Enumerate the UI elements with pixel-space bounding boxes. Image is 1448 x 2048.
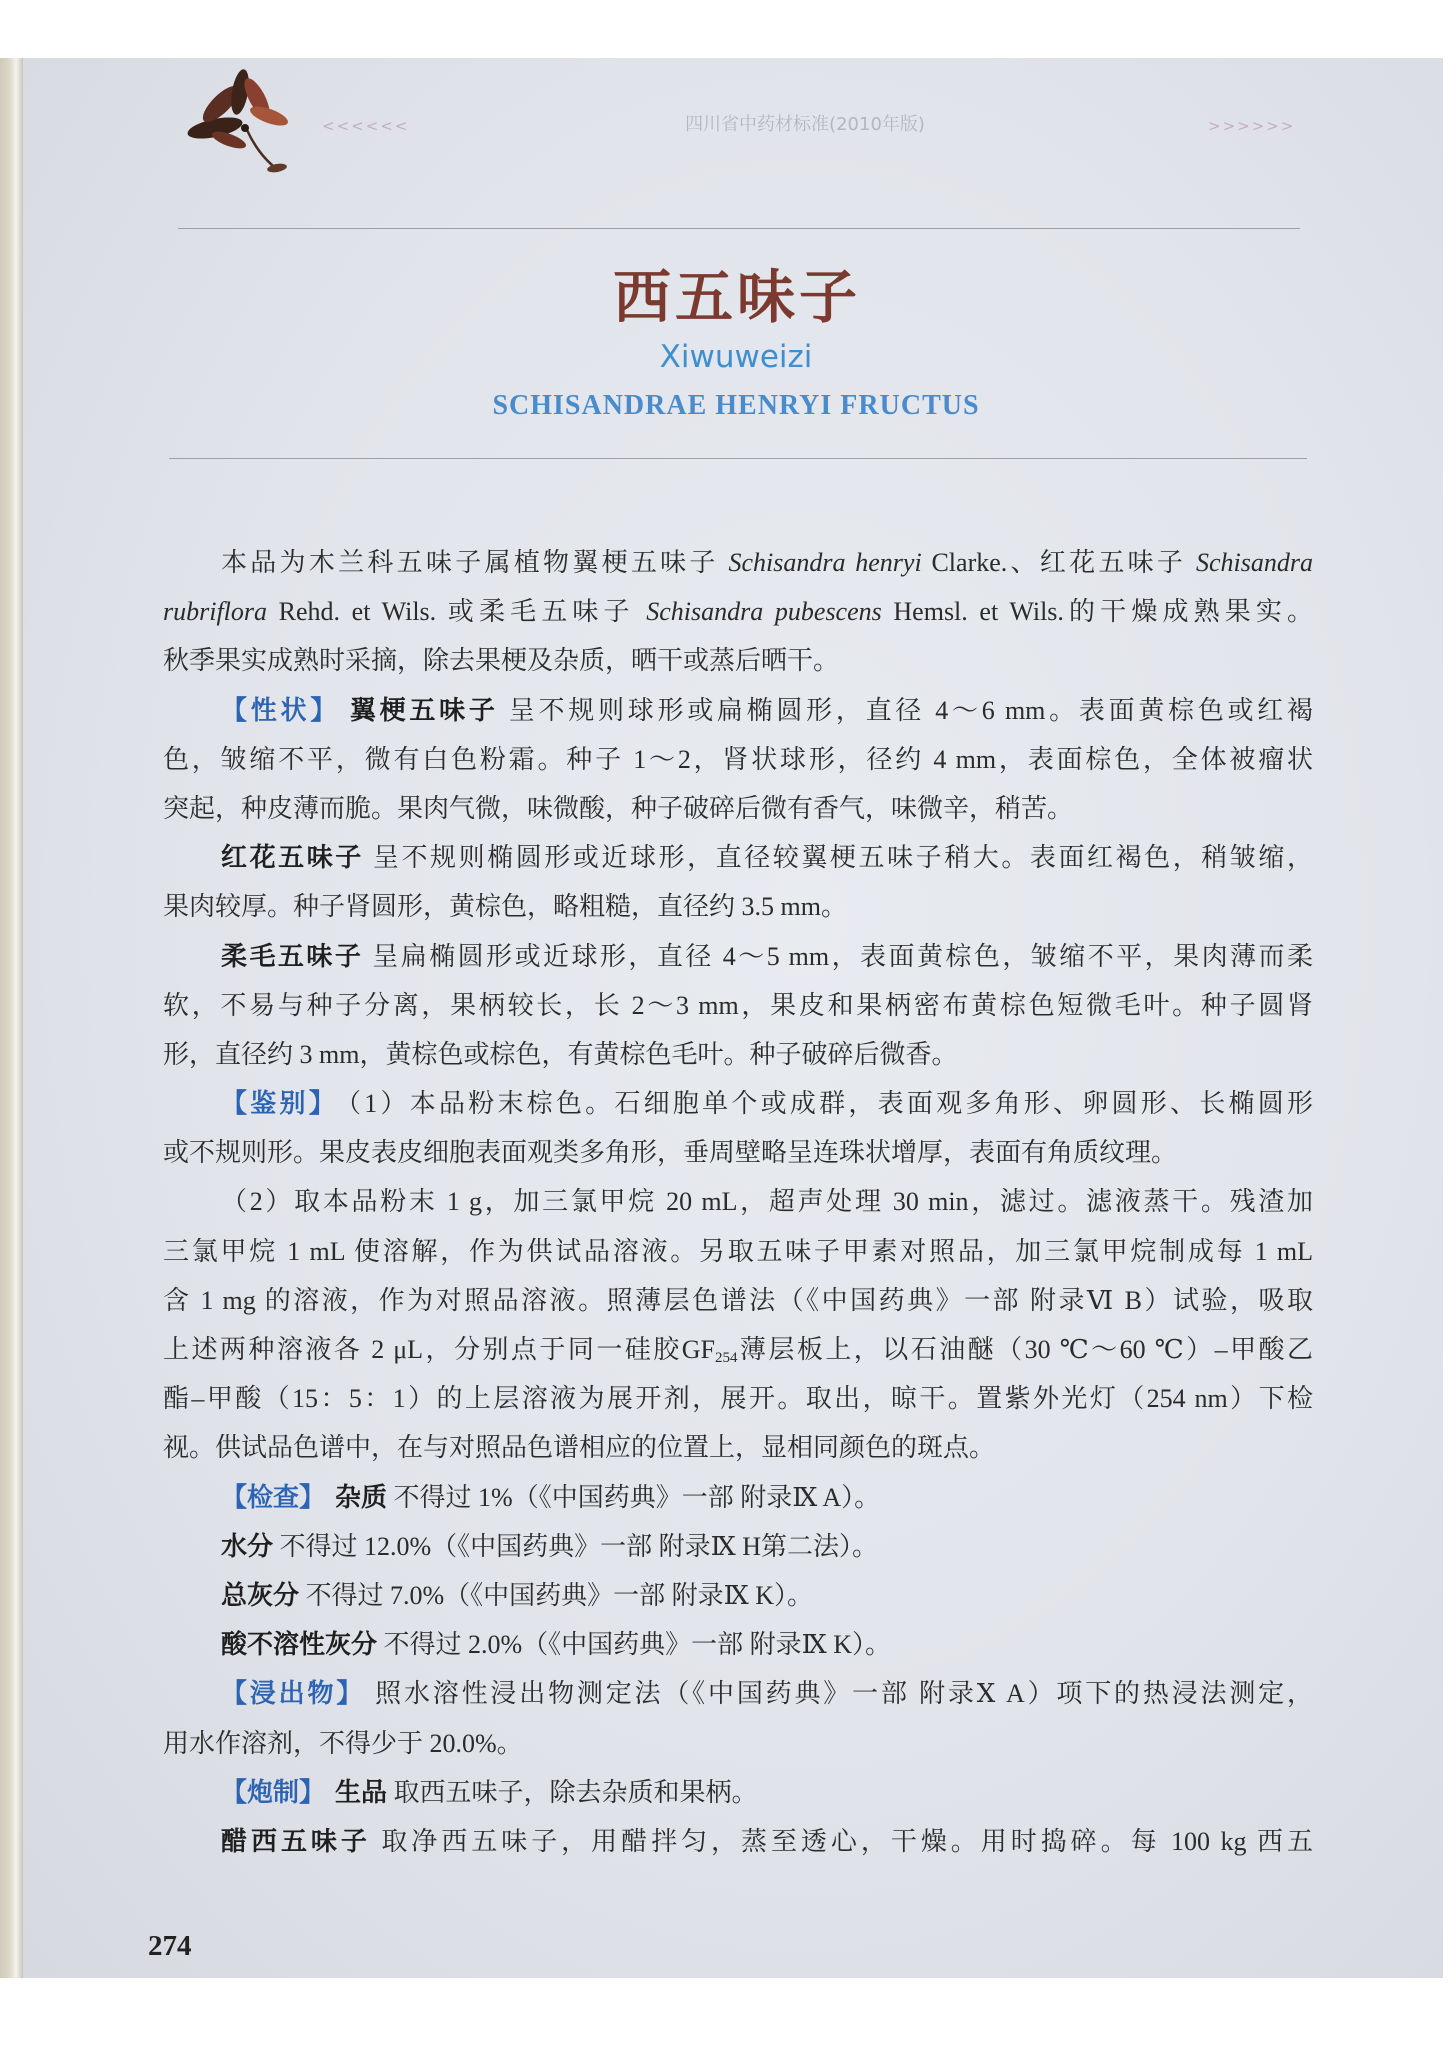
body-text: 上述两种溶液各 2 μL，分别点于同一硅胶GF <box>163 1335 715 1364</box>
monograph-pinyin: Xiwuweizi <box>659 339 813 375</box>
body-text: 秋季果实成熟时采摘，除去果梗及杂质，晒干或蒸后晒干。 <box>163 646 840 676</box>
header-right-ornament: >>>>>> <box>1208 117 1296 135</box>
body-text: 不得过 2.0%（《中国药典》一部 附录Ⅸ K）。 <box>377 1630 892 1660</box>
body-text: 酯–甲酸（15：5：1）的上层溶液为展开剂，展开。取出，晾干。置紫外光灯（254 nm）下检 <box>163 1384 1313 1414</box>
monograph-body <box>163 538 1313 1866</box>
body-text: 呈不规则椭圆形或近球形，直径较翼梗五味子稍大。表面红褐色，稍皱缩， <box>363 843 1313 873</box>
subscript: 254 <box>714 1350 738 1366</box>
term-label: 水分 <box>221 1531 274 1562</box>
body-text: 呈不规则球形或扁椭圆形，直径 4～6 mm。表面黄棕色或红褐 <box>498 695 1313 725</box>
term-label: 酸不溶性灰分 <box>221 1630 378 1661</box>
body-line <box>163 1571 1313 1620</box>
body-text: 呈扁椭圆形或近球形，直径 4～5 mm，表面黄棕色，皱缩不平，果肉薄而柔 <box>363 941 1313 971</box>
body-line <box>163 1669 1313 1718</box>
body-text: （1）本品粉末棕色。石细胞单个或成群，表面观多角形、卵圆形、长椭圆形 <box>347 1089 1313 1119</box>
body-line <box>163 1030 1313 1079</box>
page-number: 274 <box>148 1930 192 1962</box>
header-left-ornament: <<<<<< <box>322 117 410 135</box>
term-label: 杂质 <box>335 1482 388 1513</box>
body-text: 果肉较厚。种子肾圆形，黄棕色，略粗糙，直径约 3.5 mm。 <box>163 892 847 922</box>
body-text: 色，皱缩不平，微有白色粉霜。种子 1～2，肾状球形，径约 4 mm，表面棕色，全体被瘤状 <box>163 744 1313 774</box>
body-line <box>163 735 1313 784</box>
body-line <box>163 538 1313 587</box>
section-heading: 【性状】 <box>221 695 340 726</box>
body-line <box>163 1423 1313 1472</box>
term-label: 生品 <box>335 1777 388 1808</box>
body-line <box>163 1620 1313 1669</box>
body-line <box>163 1768 1313 1817</box>
section-heading: 【浸出物】 <box>221 1679 366 1710</box>
body-text: 或不规则形。果皮表皮细胞表面观类多角形，垂周壁略呈连珠状增厚，表面有角质纹理。 <box>163 1138 1178 1168</box>
term-label: 柔毛五味子 <box>221 941 364 972</box>
body-text: 不得过 12.0%（《中国药典》一部 附录Ⅸ H第二法）。 <box>273 1531 879 1561</box>
leaf-sprig-logo <box>185 68 305 178</box>
monograph-title: 西五味子 <box>612 263 861 331</box>
body-line <box>163 1522 1313 1571</box>
monograph-latin-name: SCHISANDRAE HENRYI FRUCTUS <box>492 390 980 421</box>
latin-name: Schisandra <box>1195 548 1313 577</box>
body-text: 含 1 mg 的溶液，作为对照品溶液。照薄层色谱法（《中国药典》一部 附录Ⅵ B）试验，吸取 <box>163 1285 1313 1315</box>
body-text: 软，不易与种子分离，果柄较长，长 2～3 mm，果皮和果柄密布黄棕色短微毛叶。种子圆肾 <box>163 990 1313 1020</box>
body-line <box>163 1719 1313 1768</box>
body-line <box>163 932 1313 981</box>
body-line <box>163 587 1313 636</box>
body-text: 本品为木兰科五味子属植物翼梗五味子 <box>221 548 729 577</box>
term-label: 翼梗五味子 <box>349 695 499 726</box>
body-text: Hemsl. et Wils.的干燥成熟果实。 <box>881 597 1313 627</box>
title-bottom-rule <box>169 458 1307 459</box>
body-text: 薄层板上，以石油醚（30 ℃～60 ℃）–甲酸乙 <box>737 1335 1313 1364</box>
body-line <box>163 833 1313 882</box>
body-line <box>163 1227 1313 1276</box>
body-line <box>163 784 1313 833</box>
body-text: 突起，种皮薄而脆。果肉气微，味微酸，种子破碎后微有香气，味微辛，稍苦。 <box>163 793 1074 823</box>
body-text: 取净西五味子，用醋拌匀，蒸至透心，干燥。用时捣碎。每 100 kg 西五 <box>370 1826 1313 1856</box>
body-line <box>163 1325 1313 1374</box>
term-label: 醋西五味子 <box>221 1826 371 1857</box>
body-line <box>163 1817 1313 1866</box>
body-line <box>163 1374 1313 1423</box>
section-heading: 【检查】 <box>221 1482 326 1513</box>
body-line <box>163 1128 1313 1177</box>
body-text: 视。供试品色谱中，在与对照品色谱相应的位置上，显相同颜色的斑点。 <box>163 1433 996 1463</box>
body-line <box>163 1177 1313 1226</box>
body-text: 不得过 1%（《中国药典》一部 附录Ⅸ A）。 <box>387 1482 881 1512</box>
body-line <box>163 882 1313 931</box>
title-top-rule <box>178 228 1300 229</box>
body-line <box>163 1079 1313 1128</box>
body-line <box>163 686 1313 735</box>
body-line <box>163 1473 1313 1522</box>
term-label: 红花五味子 <box>221 843 364 874</box>
body-text: 取西五味子，除去杂质和果柄。 <box>387 1777 758 1807</box>
section-heading: 【炮制】 <box>221 1777 326 1808</box>
body-line <box>163 981 1313 1030</box>
body-text: （2）取本品粉末 1 g，加三氯甲烷 20 mL，超声处理 30 min，滤过。滤液蒸干。残渣加 <box>221 1187 1313 1217</box>
latin-name: rubriflora <box>163 597 268 627</box>
body-line <box>163 1276 1313 1325</box>
body-text: Rehd. et Wils. 或柔毛五味子 <box>267 597 647 627</box>
body-text: 三氯甲烷 1 mL 使溶解，作为供试品溶液。另取五味子甲素对照品，加三氯甲烷制成每 1 mL <box>163 1236 1313 1266</box>
body-text: 形，直径约 3 mm，黄棕色或棕色，有黄棕色毛叶。种子破碎后微香。 <box>163 1039 958 1069</box>
term-label: 总灰分 <box>221 1580 300 1611</box>
latin-name: Schisandra pubescens <box>646 597 882 627</box>
body-line <box>163 636 1313 685</box>
body-text: Clarke.、红花五味子 <box>921 548 1196 577</box>
book-spine-edge <box>0 58 23 1978</box>
section-heading: 【鉴别】 <box>221 1089 338 1120</box>
body-text: 照水溶性浸出物测定法（《中国药典》一部 附录Ⅹ A）项下的热浸法测定， <box>375 1679 1313 1709</box>
body-text: 用水作溶剂，不得少于 20.0%。 <box>163 1728 523 1758</box>
running-header-title: 四川省中药材标准(2010年版) <box>685 114 925 135</box>
body-text: 不得过 7.0%（《中国药典》一部 附录Ⅸ K）。 <box>299 1580 814 1610</box>
latin-name: Schisandra henryi <box>728 548 922 577</box>
